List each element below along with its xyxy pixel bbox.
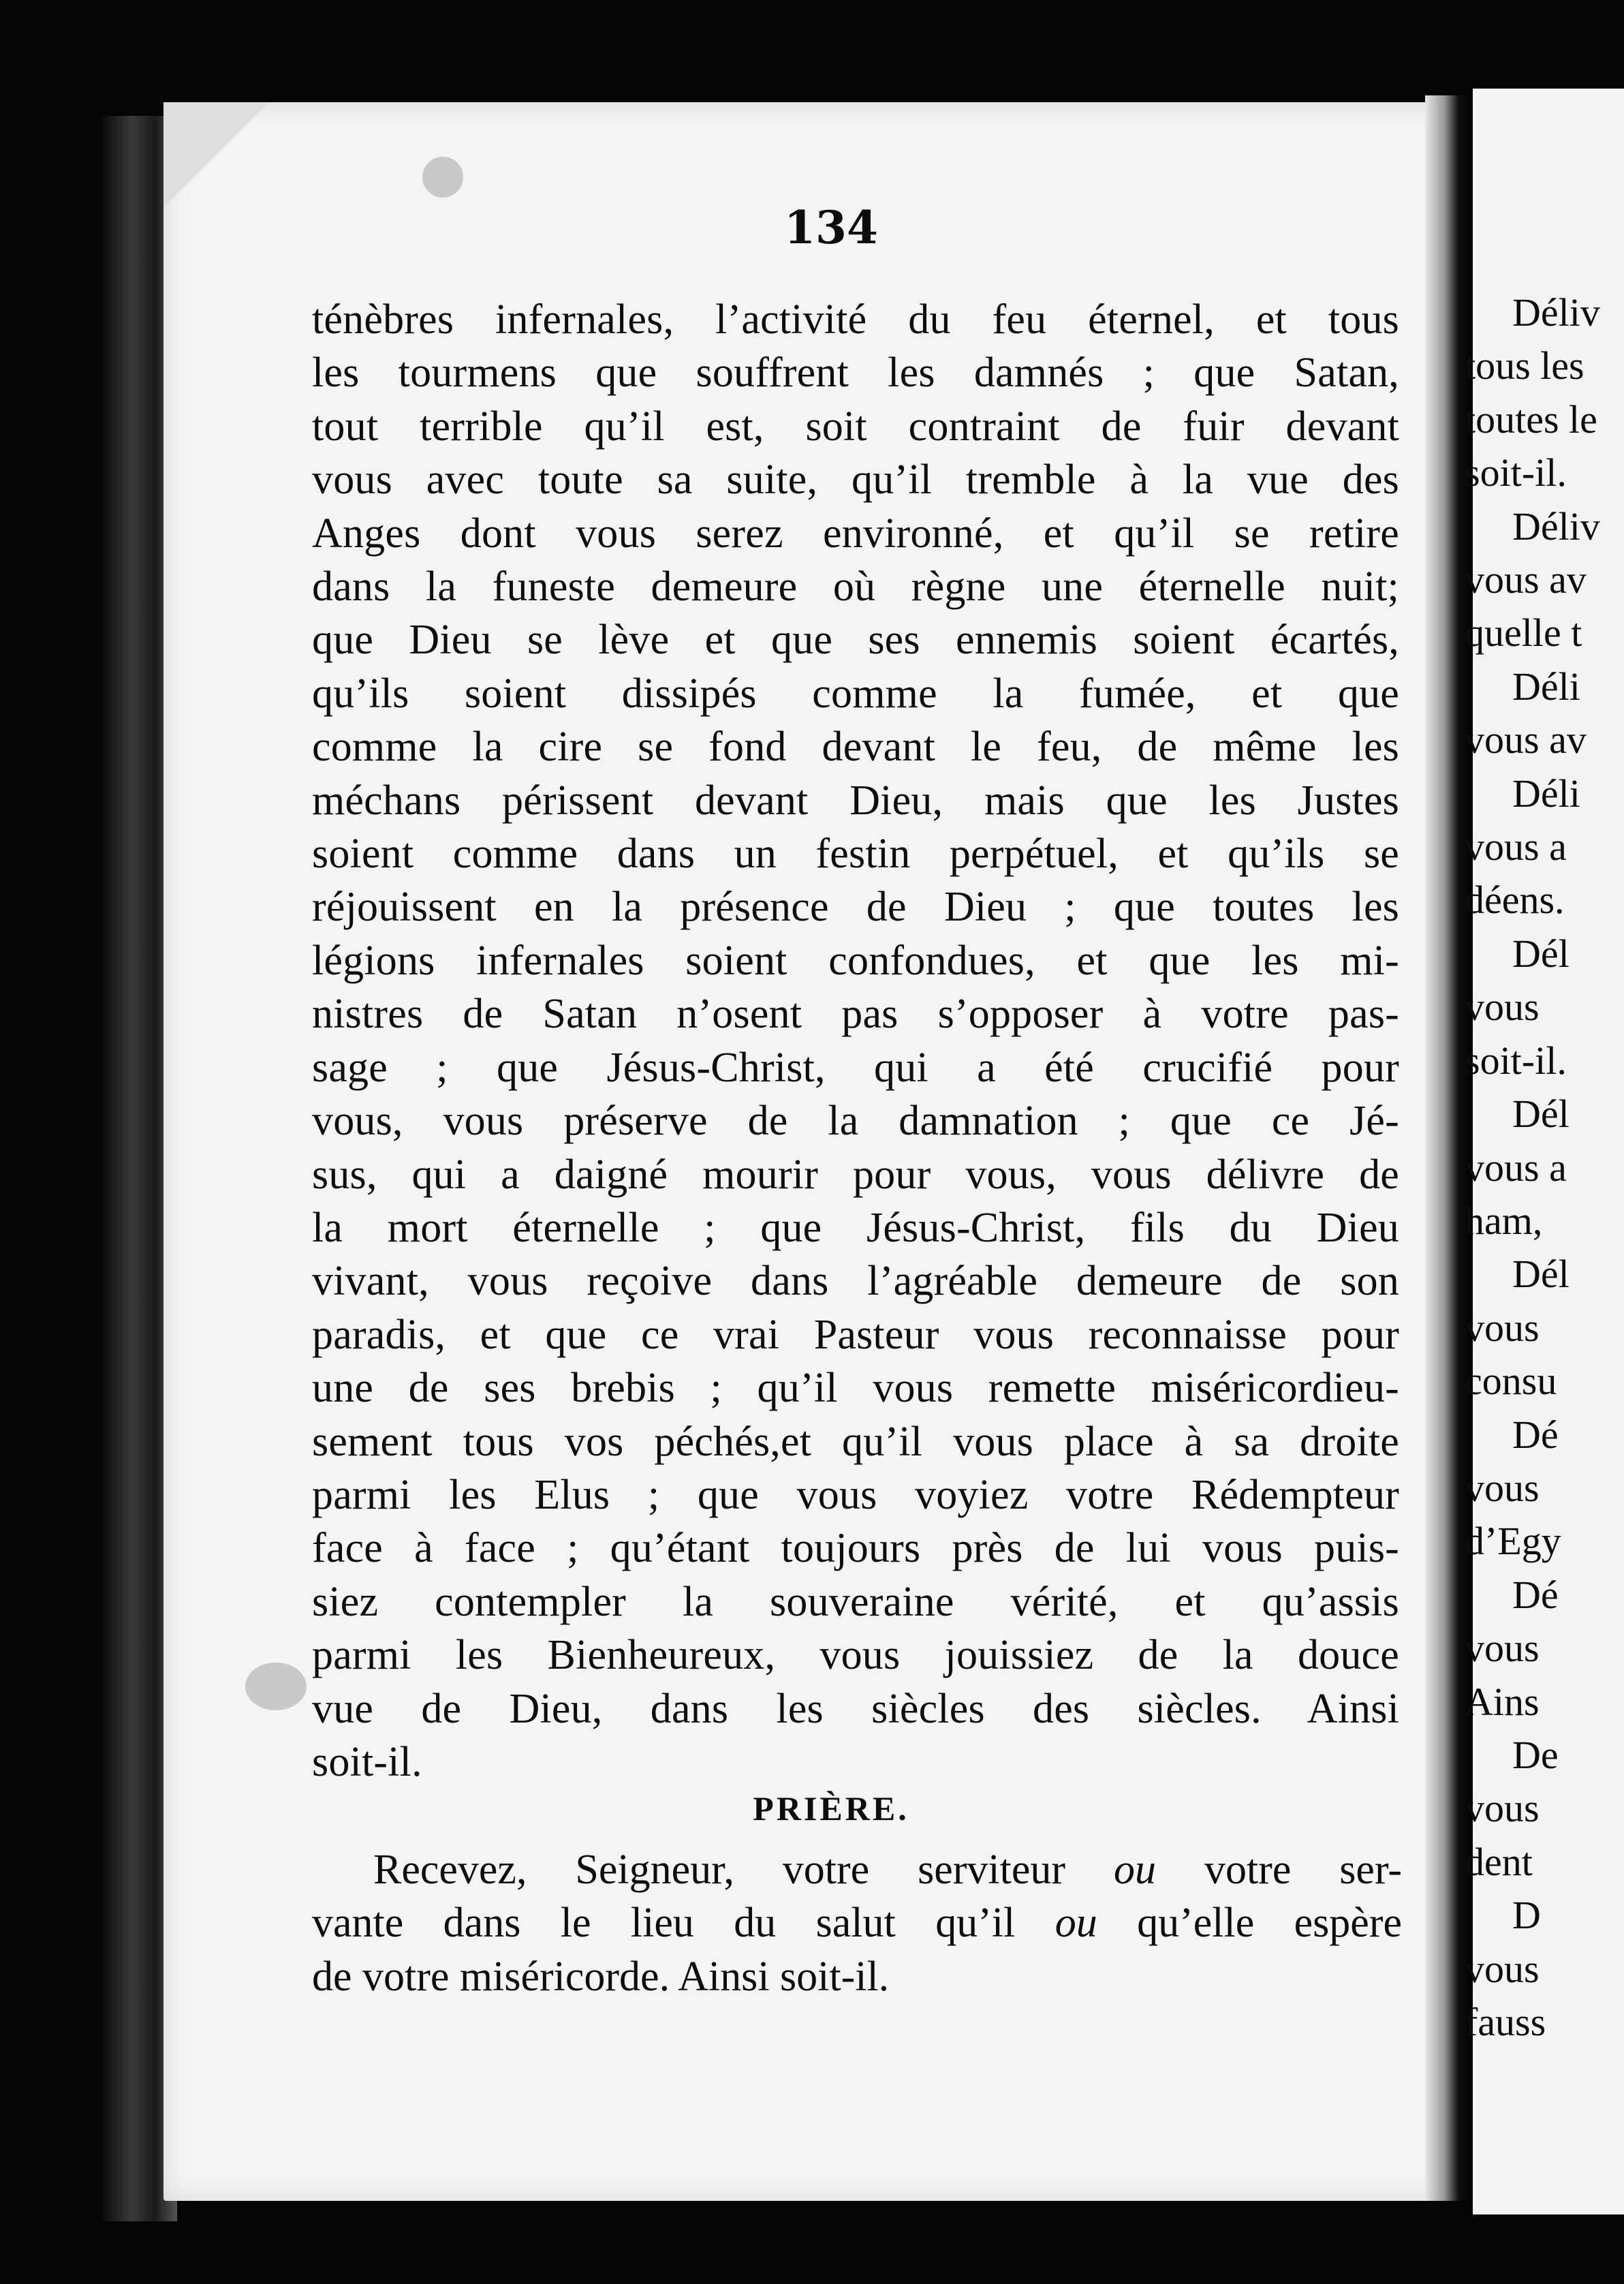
prayer-fragment: Recevez, Seigneur, votre serviteur — [373, 1847, 1114, 1893]
right-page-line: Déliv — [1512, 290, 1600, 335]
right-page-line: tous les — [1465, 343, 1584, 388]
right-page-line: vous av — [1465, 717, 1587, 762]
right-page-line: consu — [1465, 1359, 1557, 1404]
body-line: sement tous vos péchés,et qu’il vous place à sa droite — [312, 1418, 1399, 1465]
right-page-line: quelle t — [1465, 611, 1582, 655]
right-page-line: Dé — [1512, 1572, 1559, 1617]
body-line: réjouissent en la présence de Dieu ; que toutes les — [312, 884, 1399, 931]
right-page-line: Dél — [1512, 931, 1570, 976]
right-page-line: fauss — [1465, 2000, 1546, 2044]
body-line: qu’ils soient dissipés comme la fumée, et que — [312, 670, 1399, 717]
page-number: 134 — [784, 201, 878, 254]
body-line: sus, qui a daigné mourir pour vous, vous délivre de — [312, 1151, 1399, 1198]
body-line: méchans périssent devant Dieu, mais que les Justes — [312, 777, 1399, 824]
right-page-line: ham, — [1465, 1198, 1543, 1243]
body-line: vous, vous préserve de la damnation ; que ce Jé- — [312, 1098, 1399, 1145]
prayer-line — [312, 1843, 1402, 1896]
body-line: Anges dont vous serez environné, et qu’il se retire — [312, 510, 1399, 557]
right-page-line: vous a — [1465, 824, 1567, 869]
body-line: légions infernales soient confondues, et que les mi- — [312, 937, 1399, 984]
right-page-line: vous — [1465, 1465, 1540, 1510]
body-line: sage ; que Jésus-Christ, qui a été crucifié pour — [312, 1044, 1399, 1091]
body-line: face à face ; qu’étant toujours près de lui vous puis- — [312, 1525, 1399, 1572]
body-line: comme la cire se fond devant le feu, de même les — [312, 724, 1399, 771]
body-line: siez contempler la souveraine vérité, et qu’assis — [312, 1578, 1399, 1625]
body-line: soit-il. — [312, 1738, 422, 1785]
body-line: dans la funeste demeure où règne une éternelle nuit; — [312, 564, 1399, 611]
right-page-line: Dél — [1512, 1092, 1570, 1137]
body-line: ténèbres infernales, l’activité du feu éternel, et tous — [312, 296, 1399, 343]
right-page-line: vous — [1465, 1786, 1540, 1831]
right-page-line: De — [1512, 1732, 1559, 1777]
right-page-line: Dél — [1512, 1252, 1570, 1297]
prayer-fragment: qu’elle espère — [1097, 1900, 1402, 1947]
folded-page-corner — [163, 102, 286, 211]
body-line: paradis, et que ce vrai Pasteur vous reconnaisse pour — [312, 1311, 1399, 1358]
right-page-line: vous — [1465, 985, 1540, 1030]
right-page-line: dent — [1465, 1839, 1533, 1884]
right-page-line: vous — [1465, 1305, 1540, 1350]
right-page-line: Ains — [1465, 1679, 1540, 1724]
right-page-line: Déli — [1512, 664, 1580, 709]
body-line: les tourmens que souffrent les damnés ; que Satan, — [312, 350, 1399, 397]
prayer-heading: PRIÈRE. — [753, 1789, 909, 1827]
prayer-fragment: votre ser- — [1156, 1847, 1403, 1893]
prayer-line: de votre miséricorde. Ainsi soit-il. — [312, 1953, 890, 2000]
body-line: tout terrible qu’il est, soit contraint de fuir devant — [312, 403, 1399, 450]
body-text — [312, 293, 1399, 1789]
right-page-line: soit-il. — [1465, 1038, 1567, 1083]
right-page-text — [1465, 286, 1624, 2049]
prayer-fragment: vante dans le lieu du salut qu’il — [312, 1900, 1055, 1947]
prayer-line — [312, 1896, 1402, 1949]
prayer-fragment-italic: ou — [1114, 1847, 1156, 1893]
scan-speck — [245, 1663, 307, 1710]
body-line: soient comme dans un festin perpétuel, et qu’ils se — [312, 831, 1399, 878]
prayer-fragment-italic: ou — [1055, 1900, 1097, 1947]
body-line: vivant, vous reçoive dans l’agréable demeure de son — [312, 1258, 1399, 1305]
right-page-line: D — [1512, 1893, 1541, 1938]
body-line: une de ses brebis ; qu’il vous remette miséricordieu- — [312, 1365, 1399, 1412]
body-line: nistres de Satan n’osent pas s’opposer à votre pas- — [312, 991, 1399, 1038]
body-line: parmi les Bienheureux, vous jouissiez de la douce — [312, 1632, 1399, 1679]
body-line: parmi les Elus ; que vous voyiez votre Rédempteur — [312, 1471, 1399, 1518]
right-page-line: vous av — [1465, 557, 1587, 602]
body-line: la mort éternelle ; que Jésus-Christ, fils du Dieu — [312, 1204, 1399, 1251]
prayer-text — [312, 1843, 1402, 2003]
right-page-line: toutes le — [1465, 397, 1597, 442]
right-page-line: Déliv — [1512, 504, 1600, 549]
right-page-line: vous a — [1465, 1145, 1567, 1190]
body-line: vous avec toute sa suite, qu’il tremble à la vue des — [312, 457, 1399, 504]
right-page-line: Dé — [1512, 1412, 1559, 1457]
body-line: que Dieu se lève et que ses ennemis soient écartés, — [312, 617, 1399, 664]
right-page-line: soit-il. — [1465, 450, 1567, 495]
body-line: vue de Dieu, dans les siècles des siècles. Ainsi — [312, 1685, 1399, 1732]
scan-speck — [422, 157, 463, 198]
right-page-line: d’Egy — [1465, 1519, 1561, 1564]
right-page-line: déens. — [1465, 878, 1565, 923]
right-page-line: vous — [1465, 1626, 1540, 1671]
right-page-line: vous — [1465, 1946, 1540, 1991]
right-page-line: Déli — [1512, 771, 1580, 816]
